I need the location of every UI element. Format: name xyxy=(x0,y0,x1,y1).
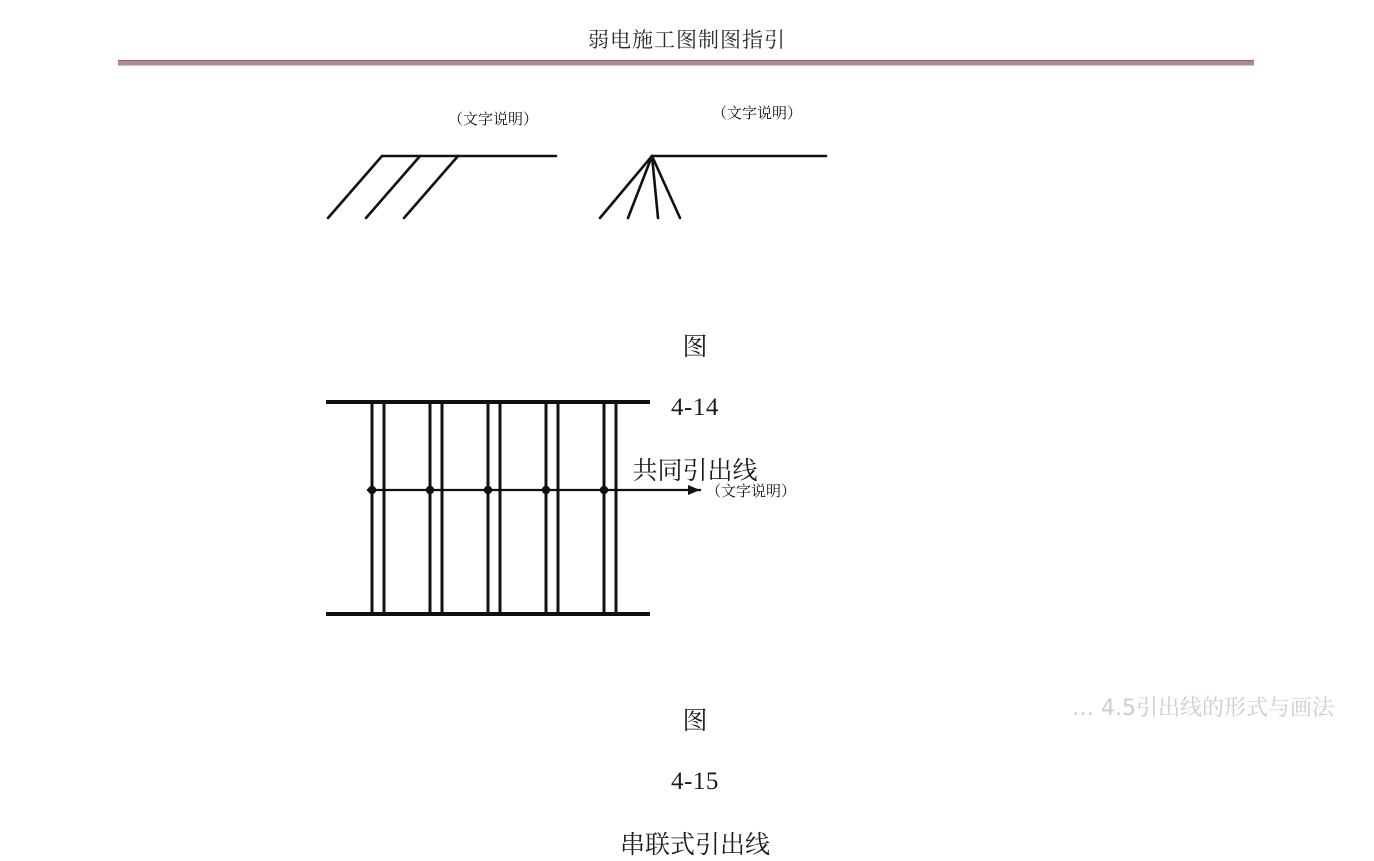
figure-4-14-right-note: （文字说明） xyxy=(712,104,803,122)
footer-faint-text: … 4.5引出线的形式与画法 xyxy=(1072,696,1334,721)
leader-arrow-icon xyxy=(688,485,700,495)
caption-prefix: 图 xyxy=(682,706,708,735)
caption-text: 共同引出线 xyxy=(632,456,758,485)
caption-text: 串联式引出线 xyxy=(619,830,770,859)
figure-4-15-drawing xyxy=(280,370,840,640)
caption-number: 4-14 xyxy=(671,394,719,421)
figure-4-14-left-note: （文字说明） xyxy=(448,110,539,128)
caption-prefix: 图 xyxy=(682,332,708,361)
page-header xyxy=(0,0,1374,72)
figure-4-14 xyxy=(260,84,960,244)
figure-4-15-note: （文字说明） xyxy=(706,482,797,500)
page-title: 弱电施工图制图指引 xyxy=(588,28,786,52)
figure-4-14-drawing xyxy=(260,84,960,244)
figure-4-15 xyxy=(280,370,840,640)
caption-number: 4-15 xyxy=(671,768,719,795)
header-divider xyxy=(118,60,1254,66)
